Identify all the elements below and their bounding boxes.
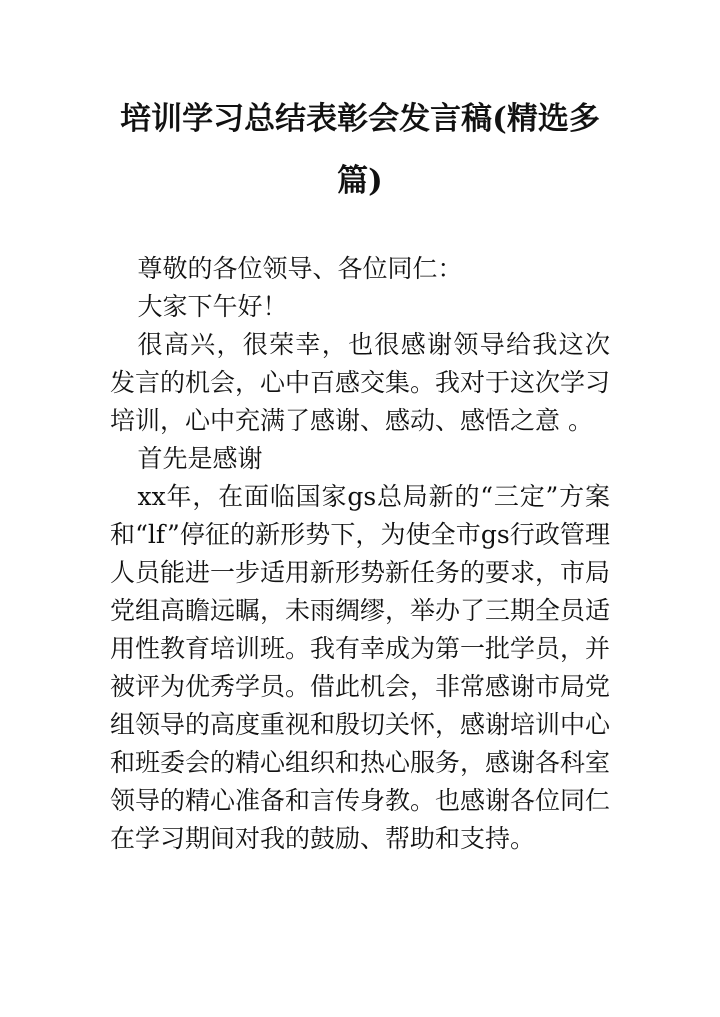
- paragraph-greeting: 大家下午好！: [137, 292, 288, 321]
- document-body: [110, 250, 610, 858]
- document-title: 培训学习总结表彰会发言稿(精选多篇): [120, 101, 600, 199]
- paragraph-salutation: 尊敬的各位领导、各位同仁：: [137, 254, 463, 283]
- paragraph-main: xx年，在面临国家gs总局新的“三定”方案和“lf”停征的新形势下，为使全市gs行政管理人员能进一步适用新形势新任务的要求，市局党组高瞻远瞩，未雨绸缪，举办了三期全员适用性教育培训班。我有幸成为第一批学员，并被评为优秀学员。借此机会，非常感谢市局党组领导的高度重视和殷切关怀，感谢培训中心和班委会的精心组织和热心服务，感谢各科室领导的精心准备和言传身教。也感谢各位同仁在学习期间对我的鼓励、帮助和支持。: [110, 482, 611, 853]
- paragraph-heading-thanks: 首先是感谢: [137, 444, 263, 473]
- paragraph-intro: 很高兴，很荣幸，也很感谢领导给我这次发言的机会，心中百感交集。我对于这次学习培训，心中充满了感谢、感动、感悟之意 。: [110, 330, 611, 435]
